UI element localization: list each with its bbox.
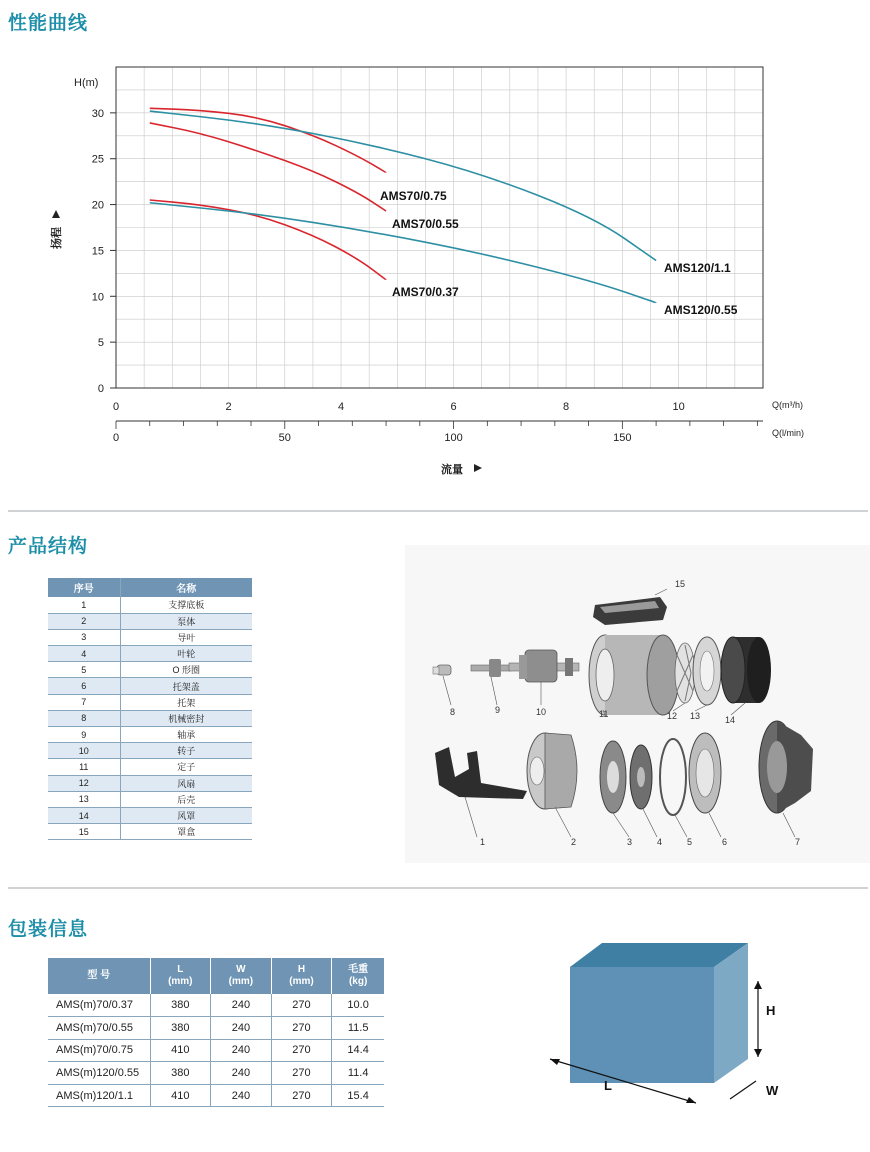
part-name-cell: 叶轮: [120, 646, 252, 662]
table-row: [48, 646, 252, 662]
part-fan-hood: [721, 637, 771, 703]
part-bracket: [759, 721, 813, 813]
header-unit: (mm): [168, 976, 193, 987]
box-front-face: [570, 967, 714, 1083]
part-name-cell: 泵体: [120, 613, 252, 629]
part-fan: [675, 643, 695, 703]
part-impeller: [630, 745, 652, 809]
value-cell: 240: [211, 1039, 272, 1062]
table-row: [48, 1039, 384, 1062]
part-o-ring: [660, 739, 686, 815]
package-box-diagram: [520, 935, 820, 1105]
part-label-5: 5: [687, 837, 693, 847]
part-number-cell: 11: [48, 759, 120, 775]
value-cell: 410: [150, 1084, 211, 1107]
part-number-cell: 1: [48, 597, 120, 613]
part-label-2: 2: [571, 837, 577, 847]
table-row: [48, 775, 252, 791]
part-number-cell: 12: [48, 775, 120, 791]
x-tick-label: 8: [563, 401, 570, 413]
table-row: [48, 1062, 384, 1085]
model-cell: AMS(m)120/1.1: [48, 1084, 150, 1107]
part-name-cell: 导叶: [120, 629, 252, 645]
table-row: [48, 743, 252, 759]
table-row: [48, 629, 252, 645]
part-number-cell: 4: [48, 646, 120, 662]
part-name-cell: 风扇: [120, 775, 252, 791]
x-tick-label: 2: [225, 401, 232, 413]
part-mechanical-seal: [433, 665, 451, 675]
value-cell: 11.5: [332, 1017, 384, 1040]
y-axis-unit: H(m): [74, 77, 99, 89]
performance-chart: [0, 40, 870, 490]
table-row: [48, 824, 252, 840]
model-cell: AMS(m)120/0.55: [48, 1062, 150, 1085]
value-cell: 14.4: [332, 1039, 384, 1062]
value-cell: 10.0: [332, 994, 384, 1017]
series-label: AMS70/0.75: [380, 189, 447, 203]
header-line: W: [236, 964, 246, 975]
package-table-header: [48, 958, 150, 994]
series-label: AMS120/1.1: [664, 261, 731, 275]
y-axis-arrow: [52, 210, 60, 218]
model-cell: AMS(m)70/0.75: [48, 1039, 150, 1062]
value-cell: 270: [271, 1084, 332, 1107]
parts-table-header: 序号: [48, 578, 120, 597]
table-row: [48, 662, 252, 678]
part-label-13: 13: [690, 711, 701, 721]
table-row: [48, 1084, 384, 1107]
box-side-face: [714, 943, 748, 1083]
divider: [8, 887, 868, 889]
table-row: [48, 994, 384, 1017]
part-number-cell: 5: [48, 662, 120, 678]
series-label: AMS70/0.55: [392, 217, 459, 231]
part-name-cell: 支撑底板: [120, 597, 252, 613]
value-cell: 270: [271, 1062, 332, 1085]
x-tick-label: 4: [337, 401, 345, 413]
series-label: AMS120/0.55: [664, 303, 738, 317]
parts-table-header: 名称: [120, 578, 252, 597]
part-name-cell: 风罩: [120, 807, 252, 823]
series-line-AMS70/0.55: [150, 123, 386, 211]
part-number-cell: 14: [48, 807, 120, 823]
table-row: [48, 807, 252, 823]
series-line-AMS70/0.37: [150, 200, 386, 280]
package-table-header: [211, 958, 272, 994]
section-title-package: 包装信息: [8, 918, 89, 940]
value-cell: 410: [150, 1039, 211, 1062]
value-cell: 240: [211, 1017, 272, 1040]
model-cell: AMS(m)70/0.55: [48, 1017, 150, 1040]
value-cell: 380: [150, 994, 211, 1017]
y-tick-label: 30: [91, 107, 104, 120]
section-title-structure: 产品结构: [8, 535, 89, 557]
value-cell: 240: [211, 1084, 272, 1107]
part-name-cell: 转子: [120, 743, 252, 759]
table-row: [48, 710, 252, 726]
value-cell: 15.4: [332, 1084, 384, 1107]
box-height-label: H: [766, 1003, 776, 1018]
x-axis-title: 流量: [441, 464, 463, 476]
table-row: [48, 678, 252, 694]
package-table: [48, 958, 384, 1107]
part-name-cell: 后壳: [120, 791, 252, 807]
model-cell: AMS(m)70/0.37: [48, 994, 150, 1017]
header-line: 毛重: [348, 964, 369, 975]
part-number-cell: 9: [48, 727, 120, 743]
x-axis-arrow: [474, 464, 482, 472]
part-bearing: [471, 659, 511, 677]
x-tick-label: 10: [672, 401, 685, 413]
part-label-3: 3: [627, 837, 633, 847]
secondary-tick-label: 100: [444, 432, 463, 444]
package-table-header: [271, 958, 332, 994]
part-stator: [589, 635, 679, 715]
package-table-header: [332, 958, 384, 994]
part-label-8: 8: [450, 707, 456, 717]
header-line: 型 号: [87, 970, 111, 981]
part-name-cell: 轴承: [120, 727, 252, 743]
part-number-cell: 13: [48, 791, 120, 807]
value-cell: 240: [211, 1062, 272, 1085]
table-row: [48, 597, 252, 613]
secondary-axis-unit: Q(l/min): [772, 428, 804, 438]
part-label-7: 7: [795, 837, 801, 847]
parts-table: [48, 578, 252, 840]
box-width-label: W: [766, 1083, 779, 1098]
section-title-curves: 性能曲线: [8, 12, 89, 34]
box-length-label: L: [604, 1078, 612, 1093]
part-label-6: 6: [722, 837, 728, 847]
part-label-11: 11: [599, 709, 609, 719]
part-name-cell: 机械密封: [120, 710, 252, 726]
table-row: [48, 727, 252, 743]
y-tick-label: 20: [91, 199, 104, 212]
header-unit: (mm): [228, 976, 254, 987]
table-row: [48, 694, 252, 710]
header-unit: (mm): [289, 976, 314, 987]
y-axis-title: 扬程: [51, 227, 63, 249]
value-cell: 380: [150, 1062, 211, 1085]
part-number-cell: 3: [48, 629, 120, 645]
package-table-header: [150, 958, 211, 994]
part-name-cell: 托架盖: [120, 678, 252, 694]
part-name-cell: 托架: [120, 694, 252, 710]
secondary-tick-label: 50: [278, 432, 291, 444]
y-tick-label: 0: [97, 383, 104, 395]
part-bracket-cover: [689, 733, 721, 813]
y-tick-label: 15: [91, 245, 104, 258]
part-cover-box: [593, 597, 667, 625]
y-tick-label: 5: [97, 337, 104, 350]
table-row: [48, 759, 252, 775]
part-number-cell: 7: [48, 694, 120, 710]
x-tick-label: 0: [112, 401, 120, 413]
part-number-cell: 15: [48, 824, 120, 840]
part-number-cell: 2: [48, 613, 120, 629]
secondary-tick-label: 0: [112, 432, 120, 444]
part-rotor: [509, 650, 579, 682]
part-label-14: 14: [725, 715, 736, 725]
part-label-15: 15: [675, 579, 686, 589]
table-row: [48, 791, 252, 807]
part-label-1: 1: [480, 837, 486, 847]
value-cell: 270: [271, 1017, 332, 1040]
x-axis-unit: Q(m³/h): [772, 400, 803, 410]
part-number-cell: 6: [48, 678, 120, 694]
part-number-cell: 10: [48, 743, 120, 759]
part-base-plate: [435, 747, 527, 799]
header-line: H: [297, 964, 306, 975]
divider: [8, 510, 868, 512]
value-cell: 380: [150, 1017, 211, 1040]
part-name-cell: 定子: [120, 759, 252, 775]
part-label-12: 12: [667, 711, 678, 721]
part-rear-shell: [693, 637, 721, 705]
part-guide-vane: [600, 741, 626, 813]
part-label-4: 4: [657, 837, 663, 847]
value-cell: 270: [271, 1039, 332, 1062]
table-row: [48, 1017, 384, 1040]
value-cell: 270: [271, 994, 332, 1017]
header-line: L: [177, 964, 184, 975]
secondary-tick-label: 150: [613, 432, 632, 444]
value-cell: 11.4: [332, 1062, 384, 1085]
x-tick-label: 6: [450, 401, 457, 413]
part-number-cell: 8: [48, 710, 120, 726]
part-label-9: 9: [495, 705, 501, 715]
part-name-cell: O 形圈: [120, 662, 252, 678]
y-tick-label: 25: [91, 153, 104, 166]
value-cell: 240: [211, 994, 272, 1017]
table-row: [48, 613, 252, 629]
series-label: AMS70/0.37: [392, 285, 459, 299]
header-unit: (kg): [348, 976, 368, 987]
y-tick-label: 10: [91, 291, 104, 304]
part-label-10: 10: [536, 707, 547, 717]
part-name-cell: 罩盒: [120, 824, 252, 840]
part-pump-body: [527, 733, 577, 809]
exploded-view-diagram: [405, 545, 870, 863]
